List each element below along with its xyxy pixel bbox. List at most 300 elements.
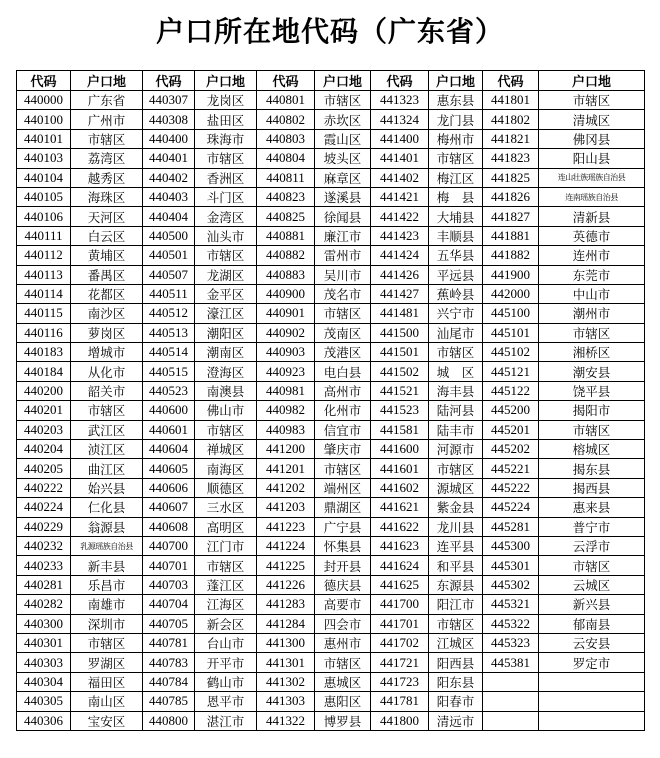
page-title: 户口所在地代码（广东省） — [155, 15, 504, 48]
place-cell: 源城区 — [429, 478, 483, 497]
place-cell: 郁南县 — [539, 614, 645, 633]
place-cell: 端州区 — [315, 478, 371, 497]
place-cell: 潮州市 — [539, 304, 645, 323]
place-cell: 始兴县 — [71, 478, 143, 497]
place-cell: 清城区 — [539, 110, 645, 129]
code-cell: 441723 — [371, 672, 429, 691]
place-cell: 蓬江区 — [195, 575, 257, 594]
place-cell: 韶关市 — [71, 381, 143, 400]
code-cell: 440281 — [17, 575, 71, 594]
code-cell: 445381 — [483, 653, 539, 672]
place-cell: 揭东县 — [539, 459, 645, 478]
code-cell: 441422 — [371, 207, 429, 226]
code-cell: 440515 — [143, 362, 195, 381]
place-cell: 廉江市 — [315, 226, 371, 245]
place-cell: 市辖区 — [429, 149, 483, 168]
code-cell — [483, 672, 539, 691]
code-cell: 440404 — [143, 207, 195, 226]
code-cell: 440114 — [17, 284, 71, 303]
code-cell: 440200 — [17, 381, 71, 400]
code-cell: 440113 — [17, 265, 71, 284]
code-cell: 440104 — [17, 168, 71, 187]
code-cell: 440100 — [17, 110, 71, 129]
code-cell: 441481 — [371, 304, 429, 323]
table-row — [17, 440, 645, 459]
code-cell: 441283 — [257, 595, 315, 614]
code-cell: 440500 — [143, 226, 195, 245]
place-cell: 中山市 — [539, 284, 645, 303]
place-cell: 清远市 — [429, 711, 483, 730]
code-cell: 441426 — [371, 265, 429, 284]
code-cell: 441424 — [371, 246, 429, 265]
place-cell: 从化市 — [71, 362, 143, 381]
place-cell: 高州市 — [315, 381, 371, 400]
place-cell: 佛冈县 — [539, 129, 645, 148]
place-cell: 鹤山市 — [195, 672, 257, 691]
place-cell: 阳西县 — [429, 653, 483, 672]
place-cell: 云浮市 — [539, 536, 645, 555]
place-cell: 平远县 — [429, 265, 483, 284]
code-cell: 441423 — [371, 226, 429, 245]
place-cell: 市辖区 — [539, 556, 645, 575]
place-cell: 翁源县 — [71, 517, 143, 536]
place-cell: 茂港区 — [315, 343, 371, 362]
place-cell: 白云区 — [71, 226, 143, 245]
code-cell: 441801 — [483, 91, 539, 110]
code-cell: 440600 — [143, 401, 195, 420]
place-cell: 福田区 — [71, 672, 143, 691]
place-cell: 坡头区 — [315, 149, 371, 168]
place-cell: 顺德区 — [195, 478, 257, 497]
place-cell: 南山区 — [71, 692, 143, 711]
code-cell: 440607 — [143, 498, 195, 517]
table-row — [17, 246, 645, 265]
code-cell: 445301 — [483, 556, 539, 575]
place-cell: 荔湾区 — [71, 149, 143, 168]
code-cell: 440804 — [257, 149, 315, 168]
code-cell: 440514 — [143, 343, 195, 362]
code-cell: 440229 — [17, 517, 71, 536]
place-cell: 宝安区 — [71, 711, 143, 730]
place-cell: 汕头市 — [195, 226, 257, 245]
table-row — [17, 517, 645, 536]
place-cell: 黄埔区 — [71, 246, 143, 265]
table-row — [17, 711, 645, 730]
place-cell: 市辖区 — [539, 420, 645, 439]
code-cell: 440902 — [257, 323, 315, 342]
table-row — [17, 498, 645, 517]
place-cell: 龙湖区 — [195, 265, 257, 284]
table-row — [17, 536, 645, 555]
code-cell: 440401 — [143, 149, 195, 168]
place-cell: 肇庆市 — [315, 440, 371, 459]
place-cell: 新丰县 — [71, 556, 143, 575]
place-cell: 龙岗区 — [195, 91, 257, 110]
code-cell: 440205 — [17, 459, 71, 478]
column-header-code: 代码 — [371, 71, 429, 91]
place-cell: 榕城区 — [539, 440, 645, 459]
place-cell — [539, 711, 645, 730]
place-cell: 番禺区 — [71, 265, 143, 284]
place-cell: 茂南区 — [315, 323, 371, 342]
place-cell: 台山市 — [195, 633, 257, 652]
place-cell: 普宁市 — [539, 517, 645, 536]
place-cell: 河源市 — [429, 440, 483, 459]
place-cell: 市辖区 — [429, 343, 483, 362]
place-cell: 濠江区 — [195, 304, 257, 323]
code-cell: 440203 — [17, 420, 71, 439]
code-cell: 440184 — [17, 362, 71, 381]
place-cell: 封开县 — [315, 556, 371, 575]
place-cell: 阳春市 — [429, 692, 483, 711]
code-cell: 441581 — [371, 420, 429, 439]
code-cell: 440303 — [17, 653, 71, 672]
code-cell: 440115 — [17, 304, 71, 323]
code-cell: 440601 — [143, 420, 195, 439]
header-row — [17, 71, 645, 91]
code-cell: 440802 — [257, 110, 315, 129]
code-cell: 440116 — [17, 323, 71, 342]
code-cell: 440307 — [143, 91, 195, 110]
code-cell: 440306 — [17, 711, 71, 730]
code-cell: 441623 — [371, 536, 429, 555]
code-cell: 441802 — [483, 110, 539, 129]
code-cell: 440403 — [143, 187, 195, 206]
code-cell: 445121 — [483, 362, 539, 381]
place-cell: 惠阳区 — [315, 692, 371, 711]
code-cell: 441284 — [257, 614, 315, 633]
place-cell: 湛江市 — [195, 711, 257, 730]
place-cell: 恩平市 — [195, 692, 257, 711]
place-cell: 怀集县 — [315, 536, 371, 555]
place-cell: 三水区 — [195, 498, 257, 517]
code-cell: 441225 — [257, 556, 315, 575]
column-header-code: 代码 — [143, 71, 195, 91]
place-cell: 天河区 — [71, 207, 143, 226]
code-cell: 440204 — [17, 440, 71, 459]
code-cell: 445302 — [483, 575, 539, 594]
place-cell: 和平县 — [429, 556, 483, 575]
place-cell — [539, 672, 645, 691]
code-cell: 440604 — [143, 440, 195, 459]
place-cell: 阳山县 — [539, 149, 645, 168]
code-cell: 440803 — [257, 129, 315, 148]
code-cell — [483, 711, 539, 730]
place-cell: 开平市 — [195, 653, 257, 672]
place-cell: 市辖区 — [71, 129, 143, 148]
place-cell: 阳江市 — [429, 595, 483, 614]
code-cell: 441625 — [371, 575, 429, 594]
place-cell: 市辖区 — [71, 633, 143, 652]
place-cell: 连南瑶族自治县 — [539, 187, 645, 206]
code-cell: 440783 — [143, 653, 195, 672]
code-cell: 441521 — [371, 381, 429, 400]
place-cell: 市辖区 — [315, 459, 371, 478]
place-cell: 连州市 — [539, 246, 645, 265]
place-cell: 新兴县 — [539, 595, 645, 614]
code-cell: 442000 — [483, 284, 539, 303]
place-cell: 南海区 — [195, 459, 257, 478]
table-row — [17, 459, 645, 478]
place-cell: 市辖区 — [195, 420, 257, 439]
code-cell: 440400 — [143, 129, 195, 148]
code-cell: 440704 — [143, 595, 195, 614]
code-cell: 441602 — [371, 478, 429, 497]
code-cell: 440112 — [17, 246, 71, 265]
place-cell: 霞山区 — [315, 129, 371, 148]
place-cell: 江门市 — [195, 536, 257, 555]
code-cell: 440111 — [17, 226, 71, 245]
code-cell: 440923 — [257, 362, 315, 381]
place-cell: 市辖区 — [539, 323, 645, 342]
place-cell: 梅州市 — [429, 129, 483, 148]
place-cell: 江城区 — [429, 633, 483, 652]
place-cell: 香洲区 — [195, 168, 257, 187]
place-cell: 曲江区 — [71, 459, 143, 478]
place-cell: 高要市 — [315, 595, 371, 614]
place-cell: 惠州市 — [315, 633, 371, 652]
place-cell: 陆丰市 — [429, 420, 483, 439]
place-cell: 澄海区 — [195, 362, 257, 381]
code-cell: 441781 — [371, 692, 429, 711]
place-cell: 蕉岭县 — [429, 284, 483, 303]
place-cell: 市辖区 — [195, 246, 257, 265]
code-cell: 441624 — [371, 556, 429, 575]
place-cell: 深圳市 — [71, 614, 143, 633]
place-cell: 梅江区 — [429, 168, 483, 187]
code-cell: 440705 — [143, 614, 195, 633]
table-row — [17, 692, 645, 711]
code-cell: 441203 — [257, 498, 315, 517]
place-cell: 市辖区 — [315, 91, 371, 110]
place-cell: 清新县 — [539, 207, 645, 226]
place-cell: 博罗县 — [315, 711, 371, 730]
code-cell: 445321 — [483, 595, 539, 614]
place-cell: 云安县 — [539, 633, 645, 652]
code-cell: 441421 — [371, 187, 429, 206]
table-row — [17, 556, 645, 575]
place-cell: 佛山市 — [195, 401, 257, 420]
code-cell: 445122 — [483, 381, 539, 400]
code-cell: 441881 — [483, 226, 539, 245]
code-cell: 445322 — [483, 614, 539, 633]
table-row — [17, 129, 645, 148]
place-cell: 乳源瑶族自治县 — [71, 536, 143, 555]
code-cell: 440301 — [17, 633, 71, 652]
table-row — [17, 420, 645, 439]
code-cell: 441322 — [257, 711, 315, 730]
table-row — [17, 478, 645, 497]
table-row — [17, 323, 645, 342]
place-cell: 海丰县 — [429, 381, 483, 400]
code-cell: 440981 — [257, 381, 315, 400]
place-cell: 五华县 — [429, 246, 483, 265]
place-cell: 连平县 — [429, 536, 483, 555]
place-cell: 饶平县 — [539, 381, 645, 400]
code-cell: 441301 — [257, 653, 315, 672]
place-cell: 市辖区 — [71, 401, 143, 420]
place-cell: 城 区 — [429, 362, 483, 381]
place-cell: 遂溪县 — [315, 187, 371, 206]
code-cell: 440103 — [17, 149, 71, 168]
table-row — [17, 207, 645, 226]
code-cell: 441324 — [371, 110, 429, 129]
code-cell: 441201 — [257, 459, 315, 478]
column-header-code: 代码 — [257, 71, 315, 91]
code-cell: 440823 — [257, 187, 315, 206]
code-cell: 440700 — [143, 536, 195, 555]
place-cell: 禅城区 — [195, 440, 257, 459]
place-cell: 斗门区 — [195, 187, 257, 206]
code-cell: 440605 — [143, 459, 195, 478]
place-cell: 广东省 — [71, 91, 143, 110]
place-cell: 广宁县 — [315, 517, 371, 536]
place-cell — [539, 692, 645, 711]
code-cell: 440825 — [257, 207, 315, 226]
place-cell: 龙川县 — [429, 517, 483, 536]
place-cell: 南澳县 — [195, 381, 257, 400]
code-cell: 445323 — [483, 633, 539, 652]
code-cell: 441303 — [257, 692, 315, 711]
code-cell: 441622 — [371, 517, 429, 536]
place-cell: 江海区 — [195, 595, 257, 614]
place-cell: 浈江区 — [71, 440, 143, 459]
table-row — [17, 633, 645, 652]
table-row — [17, 168, 645, 187]
place-cell: 惠城区 — [315, 672, 371, 691]
code-cell: 440523 — [143, 381, 195, 400]
code-cell: 440101 — [17, 129, 71, 148]
place-cell: 揭西县 — [539, 478, 645, 497]
code-cell: 440308 — [143, 110, 195, 129]
place-cell: 连山壮族瑶族自治县 — [539, 168, 645, 187]
code-cell: 441826 — [483, 187, 539, 206]
place-cell: 潮阳区 — [195, 323, 257, 342]
code-cell: 440701 — [143, 556, 195, 575]
place-cell: 武江区 — [71, 420, 143, 439]
code-cell: 441500 — [371, 323, 429, 342]
table-row — [17, 381, 645, 400]
code-cell: 440305 — [17, 692, 71, 711]
column-header-place: 户口地 — [195, 71, 257, 91]
code-cell: 440901 — [257, 304, 315, 323]
column-header-code: 代码 — [483, 71, 539, 91]
code-cell: 441800 — [371, 711, 429, 730]
code-cell: 441600 — [371, 440, 429, 459]
code-cell: 440513 — [143, 323, 195, 342]
code-cell: 440784 — [143, 672, 195, 691]
code-cell: 440785 — [143, 692, 195, 711]
code-cell: 441224 — [257, 536, 315, 555]
code-cell: 441323 — [371, 91, 429, 110]
place-cell: 东源县 — [429, 575, 483, 594]
place-cell: 增城市 — [71, 343, 143, 362]
place-cell: 惠来县 — [539, 498, 645, 517]
code-cell: 445281 — [483, 517, 539, 536]
code-cell: 441401 — [371, 149, 429, 168]
table-row — [17, 575, 645, 594]
code-cell: 441501 — [371, 343, 429, 362]
code-cell: 440781 — [143, 633, 195, 652]
code-cell: 440222 — [17, 478, 71, 497]
code-cell: 441226 — [257, 575, 315, 594]
place-cell: 阳东县 — [429, 672, 483, 691]
place-cell: 新会区 — [195, 614, 257, 633]
place-cell: 高明区 — [195, 517, 257, 536]
place-cell: 南沙区 — [71, 304, 143, 323]
code-cell: 441200 — [257, 440, 315, 459]
code-cell: 441601 — [371, 459, 429, 478]
place-cell: 花都区 — [71, 284, 143, 303]
code-cell: 445202 — [483, 440, 539, 459]
code-cell: 441621 — [371, 498, 429, 517]
code-cell: 445221 — [483, 459, 539, 478]
table-row — [17, 614, 645, 633]
code-cell: 440282 — [17, 595, 71, 614]
code-cell: 440106 — [17, 207, 71, 226]
place-cell: 紫金县 — [429, 498, 483, 517]
table-row — [17, 187, 645, 206]
code-table — [16, 70, 645, 731]
table-row — [17, 595, 645, 614]
table-row — [17, 304, 645, 323]
code-cell: 445300 — [483, 536, 539, 555]
code-cell: 441202 — [257, 478, 315, 497]
code-cell: 440511 — [143, 284, 195, 303]
code-cell: 441882 — [483, 246, 539, 265]
place-cell: 市辖区 — [539, 91, 645, 110]
place-cell: 罗定市 — [539, 653, 645, 672]
place-cell: 惠东县 — [429, 91, 483, 110]
code-cell: 440903 — [257, 343, 315, 362]
table-row — [17, 653, 645, 672]
code-cell: 440811 — [257, 168, 315, 187]
place-cell: 赤坎区 — [315, 110, 371, 129]
column-header-place: 户口地 — [429, 71, 483, 91]
code-cell: 440501 — [143, 246, 195, 265]
code-cell: 441302 — [257, 672, 315, 691]
place-cell: 南雄市 — [71, 595, 143, 614]
place-cell: 海珠区 — [71, 187, 143, 206]
place-cell: 兴宁市 — [429, 304, 483, 323]
code-cell: 440183 — [17, 343, 71, 362]
place-cell: 金平区 — [195, 284, 257, 303]
code-cell: 441825 — [483, 168, 539, 187]
place-cell: 萝岗区 — [71, 323, 143, 342]
code-cell: 440608 — [143, 517, 195, 536]
code-cell: 440105 — [17, 187, 71, 206]
code-cell: 441900 — [483, 265, 539, 284]
code-cell: 445201 — [483, 420, 539, 439]
table-row — [17, 91, 645, 110]
place-cell: 广州市 — [71, 110, 143, 129]
column-header-place: 户口地 — [539, 71, 645, 91]
code-cell: 440232 — [17, 536, 71, 555]
code-cell: 440402 — [143, 168, 195, 187]
table-row — [17, 672, 645, 691]
place-cell: 揭阳市 — [539, 401, 645, 420]
code-cell: 440233 — [17, 556, 71, 575]
table-row — [17, 226, 645, 245]
code-cell: 440800 — [143, 711, 195, 730]
code-cell: 445100 — [483, 304, 539, 323]
table-row — [17, 362, 645, 381]
code-cell: 440881 — [257, 226, 315, 245]
column-header-place: 户口地 — [71, 71, 143, 91]
place-cell: 化州市 — [315, 401, 371, 420]
place-cell: 德庆县 — [315, 575, 371, 594]
column-header-code: 代码 — [17, 71, 71, 91]
